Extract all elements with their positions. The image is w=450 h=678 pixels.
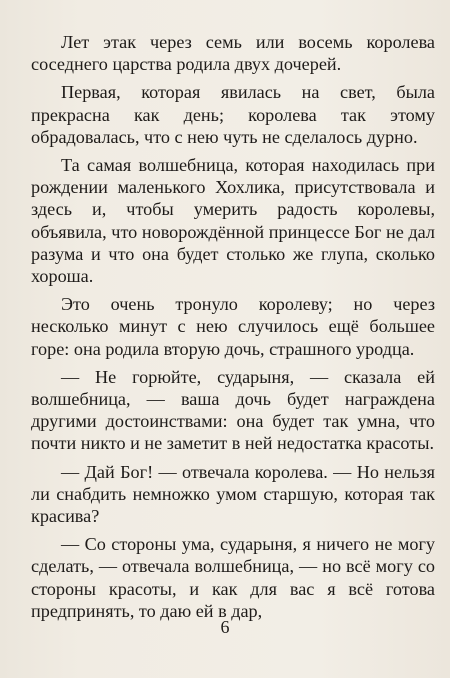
- paragraph: Лет этак через семь или восемь королева соседнего царства родила двух дочерей.: [31, 32, 435, 75]
- paragraph: Это очень тронуло королеву; но через несколько минут с нею случилось ещё большее горе: она родила вторую дочь, страшного уродца.: [31, 294, 435, 359]
- page-number: 6: [220, 617, 230, 637]
- paragraph: — Со стороны ума, сударыня, я ничего не могу сделать, — отвечала волшебница, — но всё могу со стороны красоты, и как для вас я всё готова предпринять, то даю ей в дар,: [31, 534, 435, 621]
- paragraph: — Не горюйте, сударыня, — сказала ей волшебница, — ваша дочь будет награждена другими достоинствами: она будет так умна, что почти никто и не заметит в ней недостатка красоты.: [31, 366, 435, 454]
- page-text: [31, 31, 435, 628]
- paragraph: Та самая волшебница, которая находилась при рождении маленького Хохлика, присутствовала и здесь и, чтобы умерить радость королевы, объявила, что новорождённой принцессе Бог не дал разума и что она будет столько же глупа, сколько хороша.: [31, 155, 435, 287]
- paragraph: Первая, которая явилась на свет, была прекрасна как день; королева так этому обрадовалась, что с нею чуть не сделалось дурно.: [31, 82, 435, 147]
- paragraph: — Дай Бог! — отвечала королева. — Но нельзя ли снабдить немножко умом старшую, которая так красива?: [31, 461, 435, 527]
